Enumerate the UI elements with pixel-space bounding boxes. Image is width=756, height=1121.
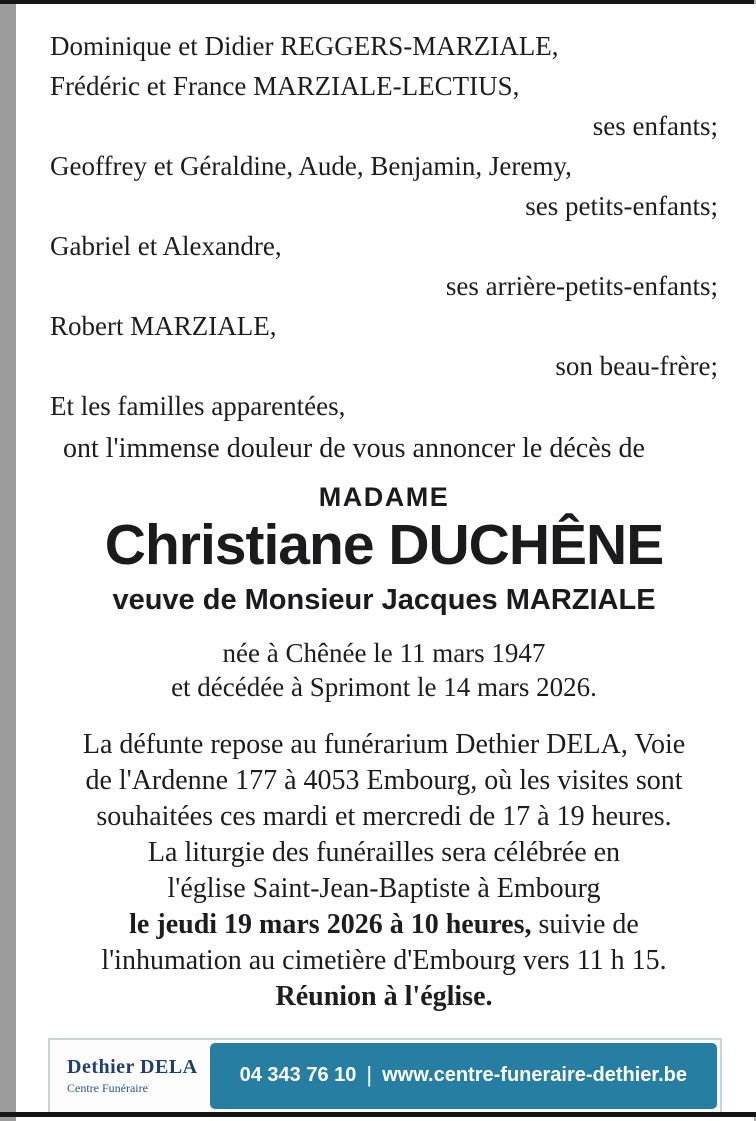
repose-line: l'église Saint-Jean-Baptiste à Embourg bbox=[167, 872, 601, 904]
scan-left-shadow bbox=[0, 0, 16, 1121]
burial-line: l'inhumation au cimetière d'Embourg vers 11 h 15. bbox=[101, 944, 667, 976]
repose-line: souhaitées ces mardi et mercredi de 17 à 19 heures. bbox=[96, 800, 672, 832]
notice-card bbox=[16, 4, 756, 1114]
ceremony-line bbox=[50, 907, 718, 943]
repose-line: La liturgie des funérailles sera célébrée en bbox=[147, 836, 621, 868]
birth-death-dates bbox=[50, 636, 718, 704]
phone-number: 04 343 76 10 bbox=[239, 1064, 357, 1087]
funeral-details bbox=[50, 727, 718, 1015]
family-line: Robert MARZIALE, bbox=[50, 311, 277, 341]
family-line: Et les familles apparentées, bbox=[50, 391, 346, 421]
funeral-home-brand: Dethier DELA bbox=[67, 1055, 198, 1078]
relationship-label: ses petits-enfants; bbox=[525, 191, 718, 221]
funeral-home-banner bbox=[48, 1038, 722, 1114]
death-line: et décédée à Sprimont le 14 mars 2026. bbox=[171, 671, 597, 702]
family-line: Dominique et Didier REGGERS-MARZIALE, bbox=[50, 31, 559, 61]
relationship-label: son beau-frère; bbox=[555, 351, 718, 381]
website-url: www.centre-funeraire-dethier.be bbox=[382, 1064, 688, 1087]
funeral-home-subtitle: Centre Funéraire bbox=[67, 1080, 148, 1095]
announcement-line: ont l'immense douleur de vous annoncer le décès de bbox=[63, 433, 645, 464]
separator-bar: | bbox=[366, 1061, 373, 1087]
funeral-home-logo bbox=[53, 1043, 198, 1109]
relationship-label: ses enfants; bbox=[592, 111, 718, 141]
family-line: Gabriel et Alexandre, bbox=[50, 231, 282, 261]
closing-line: Réunion à l'église. bbox=[275, 980, 493, 1012]
honorific-title: MADAME bbox=[318, 482, 450, 512]
frame-bottom-border bbox=[0, 1112, 756, 1117]
widow-relation-line: veuve de Monsieur Jacques MARZIALE bbox=[112, 583, 656, 616]
ceremony-rest: suivie de bbox=[531, 908, 639, 940]
deceased-name: Christiane DUCHÊNE bbox=[104, 513, 664, 577]
birth-line: née à Chênée le 11 mars 1947 bbox=[222, 637, 546, 668]
ceremony-datetime: le jeudi 19 mars 2026 à 10 heures, bbox=[129, 908, 532, 940]
relationship-label: ses arrière-petits-enfants; bbox=[445, 271, 718, 301]
repose-line: La défunte repose au funérarium Dethier DELA, Voie bbox=[82, 728, 686, 760]
family-list bbox=[50, 26, 718, 426]
family-line: Frédéric et France MARZIALE-LECTIUS, bbox=[50, 71, 520, 101]
family-line: Geoffrey et Géraldine, Aude, Benjamin, Jeremy, bbox=[50, 151, 572, 181]
repose-line: de l'Ardenne 177 à 4053 Embourg, où les visites sont bbox=[85, 764, 683, 796]
contact-bar bbox=[210, 1043, 717, 1109]
